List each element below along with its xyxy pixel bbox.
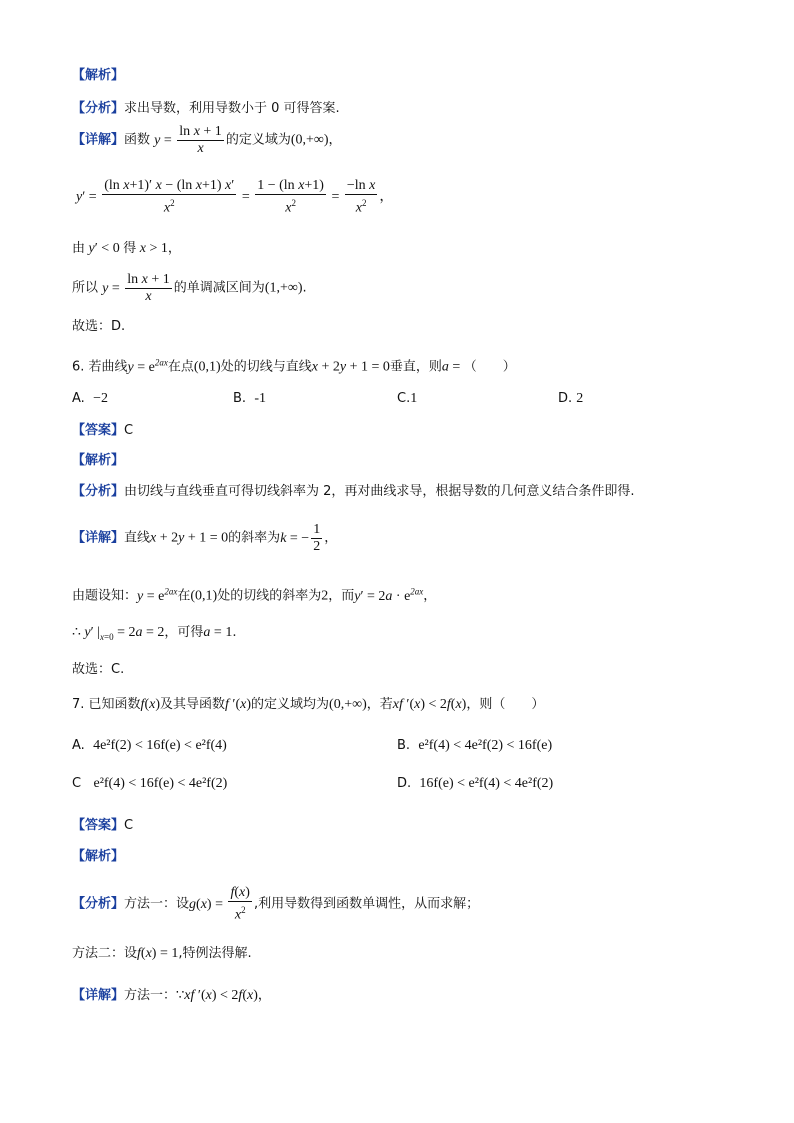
q6-therefore-end: ，可得 <box>164 625 204 640</box>
q5-fenxi <box>72 100 340 118</box>
option-letter: C. <box>397 391 411 406</box>
q7-method2-pre: 方法二：设 <box>72 946 138 961</box>
q6-choice: 故选：C. <box>72 662 125 677</box>
q5-derivative-formula: y′ = $\frac{\text{(ln x+1)′ x − (ln x+1) x′}}{x^2}$ = $\frac{\text{1 − (ln x+1)}}{x^2}$ = $\frac{\text{−ln x}}{x^2}$ ， <box>76 178 394 216</box>
q7-answer <box>72 817 133 835</box>
q6-xiangjie: 【详解】直线x + 2y + 1 = 0的斜率为k = − $\frac{1}{2}$ ， <box>72 522 338 554</box>
q6-fenxi-text: 由切线与直线垂直可得切线斜率为 2，再对曲线求导，根据导数的几何意义结合条件即得. <box>124 484 635 499</box>
q6-setup-mid3: ，而 <box>328 588 355 604</box>
q5-interval: (1,+∞) <box>264 280 303 296</box>
q5-xiangjie <box>72 124 342 157</box>
q6-stem-mid1: 在点 <box>167 359 194 375</box>
option-letter: D. <box>397 776 412 791</box>
q5-domain-text: 的定义域为 <box>225 132 291 148</box>
q7-stem-num: 7. 已知函数 <box>72 697 141 712</box>
daan-tag: 【答案】 <box>72 423 125 438</box>
q6-setup-val: 2 <box>321 588 329 604</box>
q5-cond-mid: 得 <box>123 241 137 256</box>
fenxi-tag: 【分析】 <box>72 896 125 912</box>
q7-method2: 方法二：设f(x) = 1,特例法得解. <box>72 946 252 961</box>
q7-stem-mid3: ，若 <box>366 697 393 712</box>
q5-cond-pre: 由 <box>72 241 86 256</box>
q6-therefore: ∴ y′ $|_{x=0} = 2a = 2$，可得a = 1. <box>72 625 237 642</box>
q7-option-b <box>397 738 552 754</box>
option-value: 16f(e) < e²f(4) < 4e²f(2) <box>419 776 554 791</box>
q6-stem-mid3: 垂直，则 <box>389 359 442 375</box>
q7-domain: (0,+∞) <box>329 697 367 712</box>
q6-option-b <box>233 391 266 407</box>
option-value: 1 <box>410 391 418 406</box>
q5-func-formula: y = $\frac{\text{ln x + 1}}{x}$ <box>154 124 222 156</box>
q6-option-a <box>72 391 108 407</box>
q5-fenxi-text: 求出导数，利用导数小于 0 可得答案. <box>124 101 340 116</box>
q7-stem: 7. 已知函数f(x)及其导函数f ′(x)的定义域均为(0,+∞)，若xf ′(x) < 2f(x)，则（ ） <box>72 697 545 712</box>
q7-stem-end: ，则（ ） <box>466 697 545 712</box>
q5-period: . <box>302 280 307 296</box>
q6-setup: 由题设知：$y = e^{2ax}$在(0,1)处的切线的斜率为2，而$y' = 2a \cdot e^{2ax}$， <box>72 586 437 604</box>
xiangjie-tag: 【详解】 <box>72 132 125 148</box>
q5-so-mid: 的单调减区间为 <box>173 280 265 296</box>
fenxi-tag: 【分析】 <box>72 101 125 116</box>
q5-so-pre: 所以 <box>72 280 99 296</box>
q7-option-c <box>72 776 227 792</box>
q7-fenxi: 【分析】方法一：设g(x) = $\frac{f(x)}{x^2}$ ,利用导数得到函数单调性，从而求解； <box>72 885 480 923</box>
q7-option-a <box>72 738 227 754</box>
q6-setup-mid1: 在 <box>177 588 191 604</box>
q7-xj-pre: 方法一：∵ <box>124 988 185 1003</box>
q7-analysis-heading: 【解析】 <box>72 849 125 864</box>
q6-answer <box>72 422 133 440</box>
option-letter: A. <box>72 391 85 406</box>
q6-fenxi <box>72 483 635 501</box>
q6-stem-num: 6. 若曲线 <box>72 359 128 375</box>
option-value: e²f(4) < 16f(e) < 4e²f(2) <box>93 776 228 791</box>
q5-choice: 故选：D. <box>72 319 126 334</box>
option-letter: B. <box>233 391 247 406</box>
q6-stem-end: （ ） <box>463 359 516 375</box>
xiangjie-tag: 【详解】 <box>72 530 125 546</box>
q5-cond-post: ， <box>167 241 181 256</box>
option-letter: D. <box>558 391 573 406</box>
analysis-heading: 【解析】 <box>72 68 125 83</box>
fenxi-tag: 【分析】 <box>72 484 125 499</box>
q7-answer-value: C <box>124 818 134 833</box>
q6-stem-mid2: 处的切线与直线 <box>220 359 312 375</box>
q6-analysis-heading: 【解析】 <box>72 453 125 468</box>
option-value: −2 <box>93 391 108 406</box>
q6-xj-pre: 直线 <box>124 530 151 546</box>
q6-point: (0,1) <box>193 359 221 375</box>
q6-xj-mid: 的斜率为 <box>228 530 281 546</box>
q7-stem-mid1: 及其导函数 <box>160 697 226 712</box>
q6-setup-pre: 由题设知： <box>72 588 138 604</box>
q5-comma: ， <box>328 132 342 148</box>
q7-stem-mid2: 的定义域均为 <box>251 697 330 712</box>
q6-option-c <box>397 391 417 407</box>
q7-option-d <box>397 776 553 792</box>
option-value: 2 <box>576 391 584 406</box>
q6-option-d <box>558 391 583 407</box>
option-value: e²f(4) < 4e²f(2) < 16f(e) <box>418 738 553 753</box>
option-value: -1 <box>254 391 266 406</box>
option-letter: A. <box>72 738 85 753</box>
q5-func-formula-2: y = $\frac{\text{ln x + 1}}{x}$ <box>102 272 170 304</box>
option-letter: C <box>72 776 82 791</box>
q7-fenxi-pre: 方法一：设 <box>124 896 190 912</box>
q7-fenxi-post: ,利用导数得到函数单调性，从而求解； <box>253 896 480 912</box>
q7-method2-post: ,特例法得解. <box>178 946 252 961</box>
option-value: 4e²f(2) < 16f(e) < e²f(4) <box>93 738 227 753</box>
option-letter: B. <box>397 738 411 753</box>
q5-condition: 由 y′ < 0 得 x > 1， <box>72 241 181 256</box>
q6-answer-value: C <box>124 423 134 438</box>
q5-lead: 函数 <box>124 132 151 148</box>
q6-setup-mid2: 处的切线的斜率为 <box>217 588 322 604</box>
q6-setup-point: (0,1) <box>190 588 218 604</box>
q5-conclusion <box>72 272 307 305</box>
q5-domain: (0,+∞) <box>290 132 329 148</box>
xiangjie-tag: 【详解】 <box>72 988 125 1003</box>
q7-xiangjie: 【详解】方法一：∵xf ′(x) < 2f(x)， <box>72 988 271 1003</box>
daan-tag: 【答案】 <box>72 818 125 833</box>
q6-stem: 6. 若曲线$y = e^{2ax}$在点(0,1)处的切线与直线x + 2y + 1 = 0垂直，则a = （ ） <box>72 357 516 375</box>
